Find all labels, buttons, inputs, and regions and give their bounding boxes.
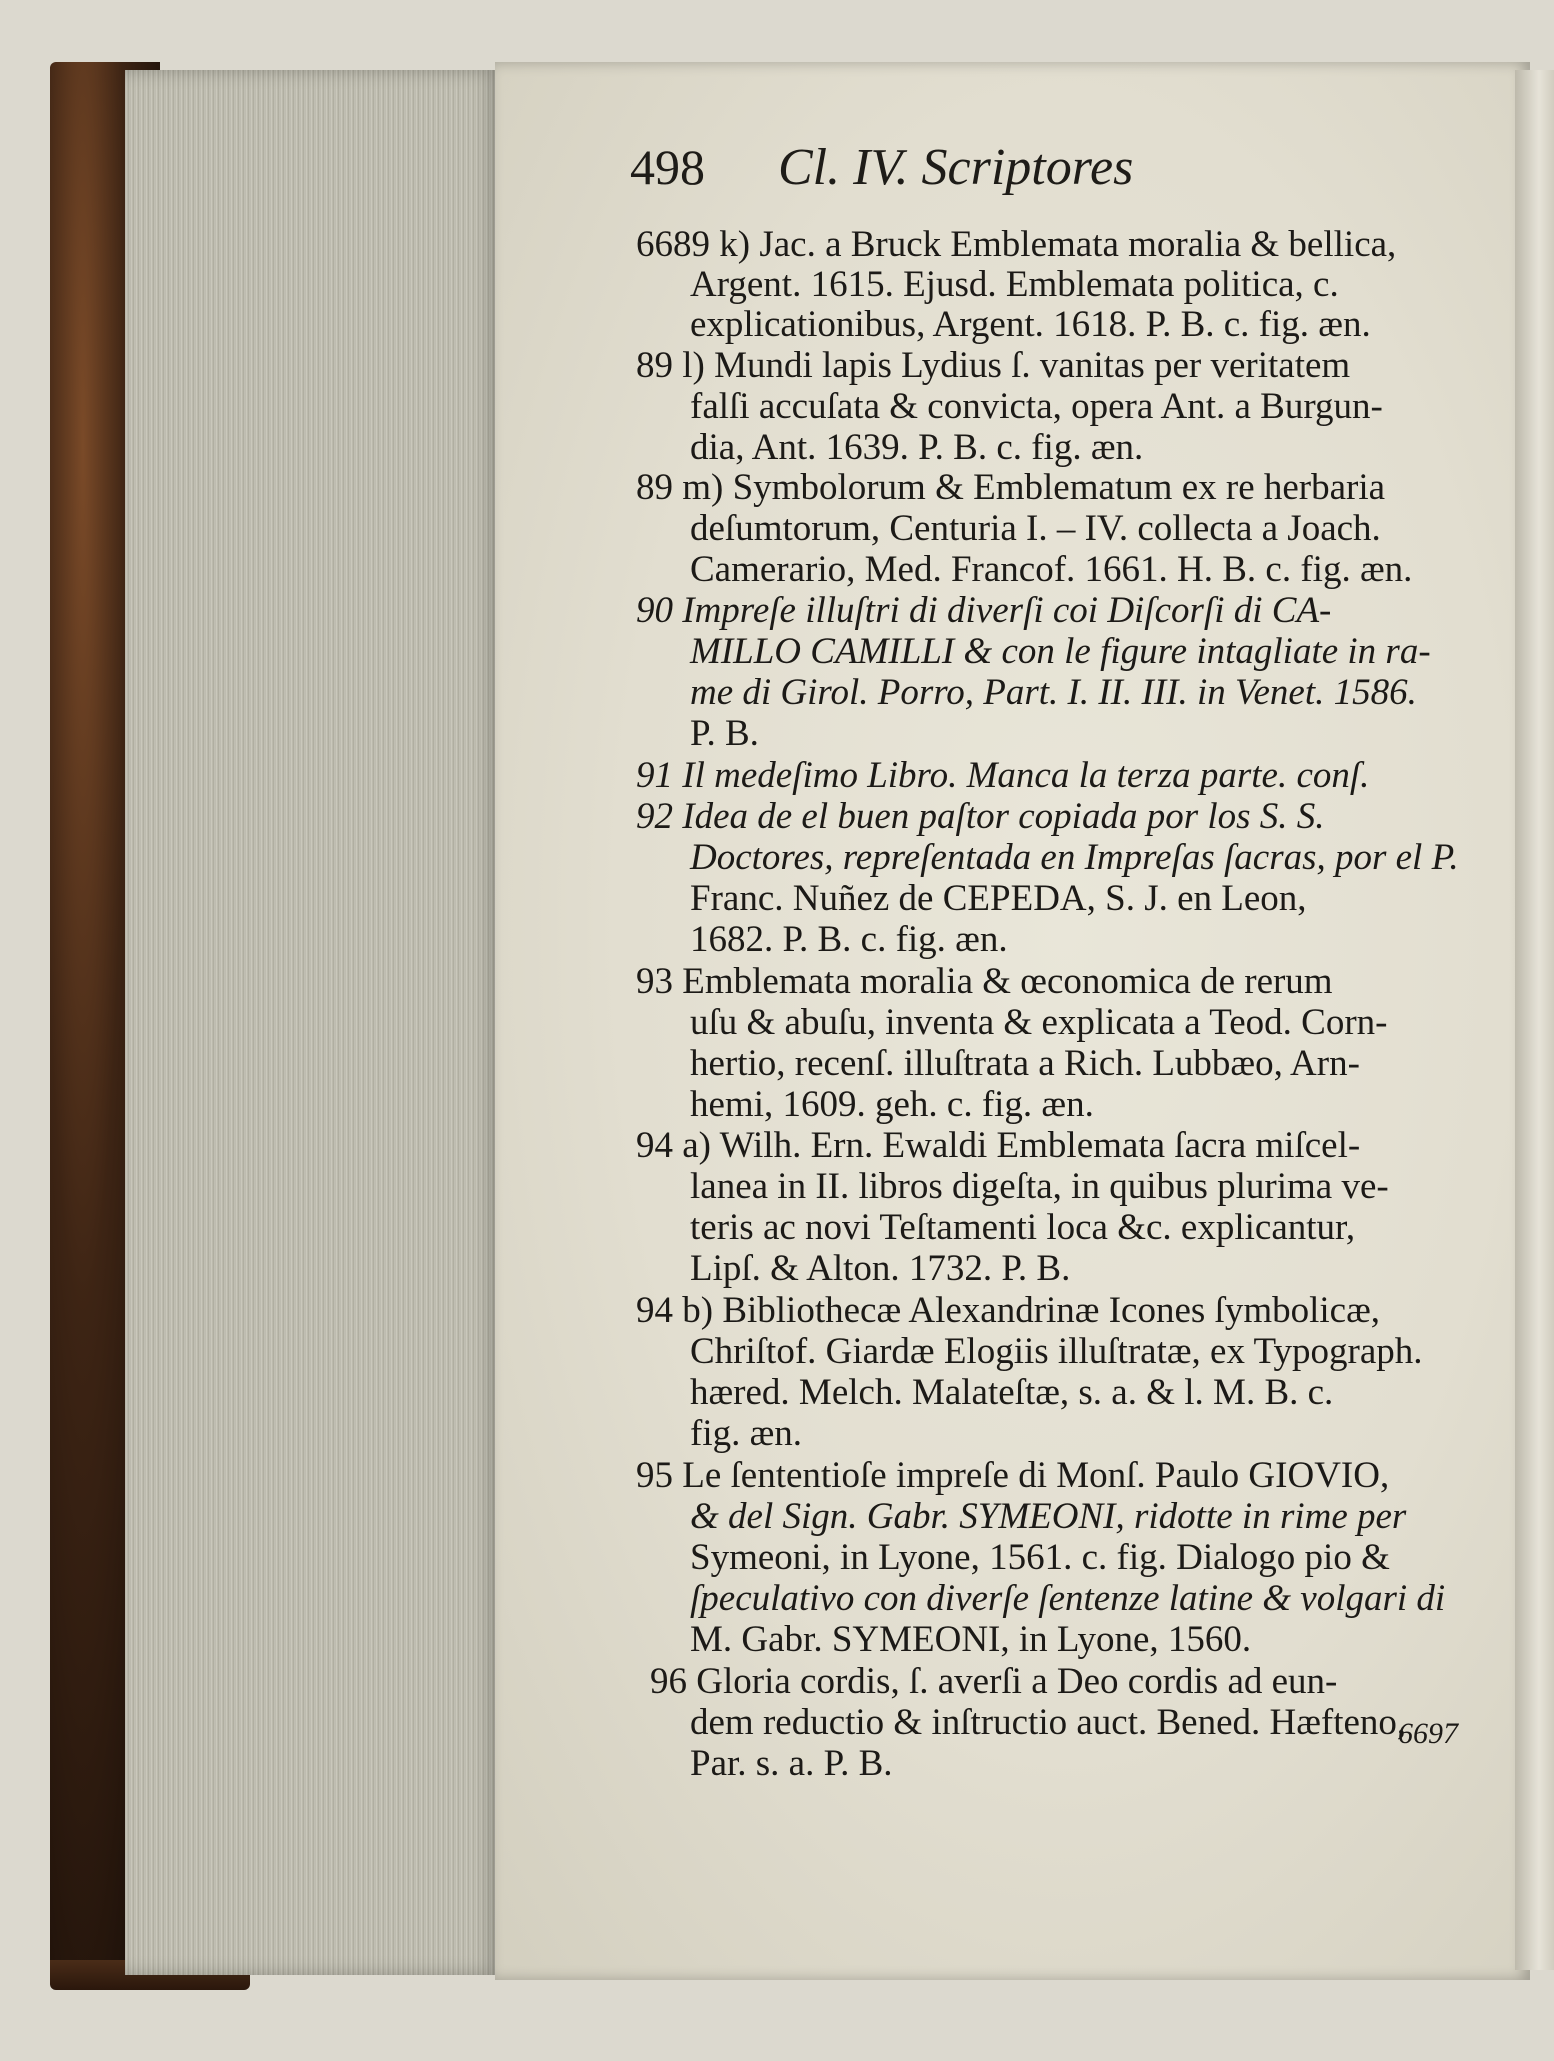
text-line: 92 Idea de el buen paſtor copiada por los S. S. bbox=[636, 796, 1325, 837]
text-line: dia, Ant. 1639. P. B. c. fig. æn. bbox=[690, 427, 1144, 468]
text-line: Lipſ. & Alton. 1732. P. B. bbox=[690, 1248, 1071, 1289]
text-line: 96 Gloria cordis, ſ. averſi a Deo cordis ad eun- bbox=[650, 1661, 1338, 1702]
text-line: 93 Emblemata moralia & œconomica de rerum bbox=[636, 961, 1333, 1002]
text-line: 6689 k) Jac. a Bruck Emblemata moralia & bellica, bbox=[636, 224, 1397, 265]
text-line: 89 l) Mundi lapis Lydius ſ. vanitas per veritatem bbox=[636, 345, 1351, 386]
text-line: dem reductio & inſtructio auct. Bened. Hæfteno, bbox=[690, 1702, 1407, 1743]
catchword: 6697 bbox=[1398, 1717, 1458, 1750]
text-line: deſumtorum, Centuria I. – IV. collecta a Joach. bbox=[690, 508, 1381, 549]
text-line: falſi accuſata & convicta, opera Ant. a Burgun- bbox=[690, 386, 1383, 427]
text-line: 1682. P. B. c. fig. æn. bbox=[690, 919, 1008, 960]
text-line: 95 Le ſententioſe impreſe di Monſ. Paulo GIOVIO, bbox=[636, 1455, 1390, 1496]
running-title: Cl. IV. Scriptores bbox=[778, 139, 1134, 196]
text-line: lanea in II. libros digeſta, in quibus plurima ve- bbox=[690, 1166, 1389, 1207]
text-line: 94 a) Wilh. Ern. Ewaldi Emblemata ſacra miſcel- bbox=[636, 1125, 1361, 1166]
text-line: Camerario, Med. Francof. 1661. H. B. c. fig. æn. bbox=[690, 549, 1413, 590]
text-line: Doctores, repreſentada en Impreſas ſacras, por el P. bbox=[690, 837, 1459, 878]
page-number: 498 bbox=[630, 139, 705, 195]
text-line: Par. s. a. P. B. bbox=[690, 1743, 893, 1784]
text-line: me di Girol. Porro, Part. I. II. III. in Venet. 1586. bbox=[690, 672, 1417, 713]
text-line: hertio, recenſ. illuſtrata a Rich. Lubbæo, Arn- bbox=[690, 1043, 1360, 1084]
text-line: Symeoni, in Lyone, 1561. c. fig. Dialogo pio & bbox=[690, 1537, 1390, 1578]
text-line: Franc. Nuñez de CEPEDA, S. J. en Leon, bbox=[690, 878, 1307, 919]
text-line: 94 b) Bibliothecæ Alexandrinæ Icones ſymbolicæ, bbox=[636, 1290, 1381, 1331]
text-line: hemi, 1609. geh. c. fig. æn. bbox=[690, 1084, 1094, 1125]
text-line: Argent. 1615. Ejusd. Emblemata politica, c. bbox=[690, 264, 1339, 305]
text-line: MILLO CAMILLI & con le figure intagliate in ra- bbox=[690, 631, 1431, 672]
text-line: 89 m) Symbolorum & Emblematum ex re herbaria bbox=[636, 467, 1386, 508]
text-line: 90 Impreſe illuſtri di diverſi coi Diſcorſi di CA- bbox=[636, 590, 1332, 631]
running-header bbox=[630, 138, 1133, 197]
text-line: hæred. Melch. Malateſtæ, s. a. & l. M. B. c. bbox=[690, 1372, 1334, 1413]
text-line: explicationibus, Argent. 1618. P. B. c. fig. æn. bbox=[690, 304, 1371, 345]
text-line: ſpeculativo con diverſe ſentenze latine & volgari di bbox=[690, 1578, 1446, 1619]
text-line: & del Sign. Gabr. SYMEONI, ridotte in rime per bbox=[690, 1496, 1407, 1537]
text-line: teris ac novi Teſtamenti loca &c. explicantur, bbox=[690, 1207, 1356, 1248]
text-line: P. B. bbox=[690, 713, 759, 754]
text-line: M. Gabr. SYMEONI, in Lyone, 1560. bbox=[690, 1619, 1252, 1660]
text-line: Chriſtof. Giardæ Elogiis illuſtratæ, ex Typograph. bbox=[690, 1331, 1423, 1372]
facing-page-edge bbox=[1515, 70, 1554, 1970]
text-line: 91 Il medeſimo Libro. Manca la terza parte. conſ. bbox=[636, 755, 1370, 796]
text-line: fig. æn. bbox=[690, 1413, 803, 1454]
page-edges bbox=[125, 70, 500, 1975]
text-line: uſu & abuſu, inventa & explicata a Teod. Corn- bbox=[690, 1002, 1388, 1043]
